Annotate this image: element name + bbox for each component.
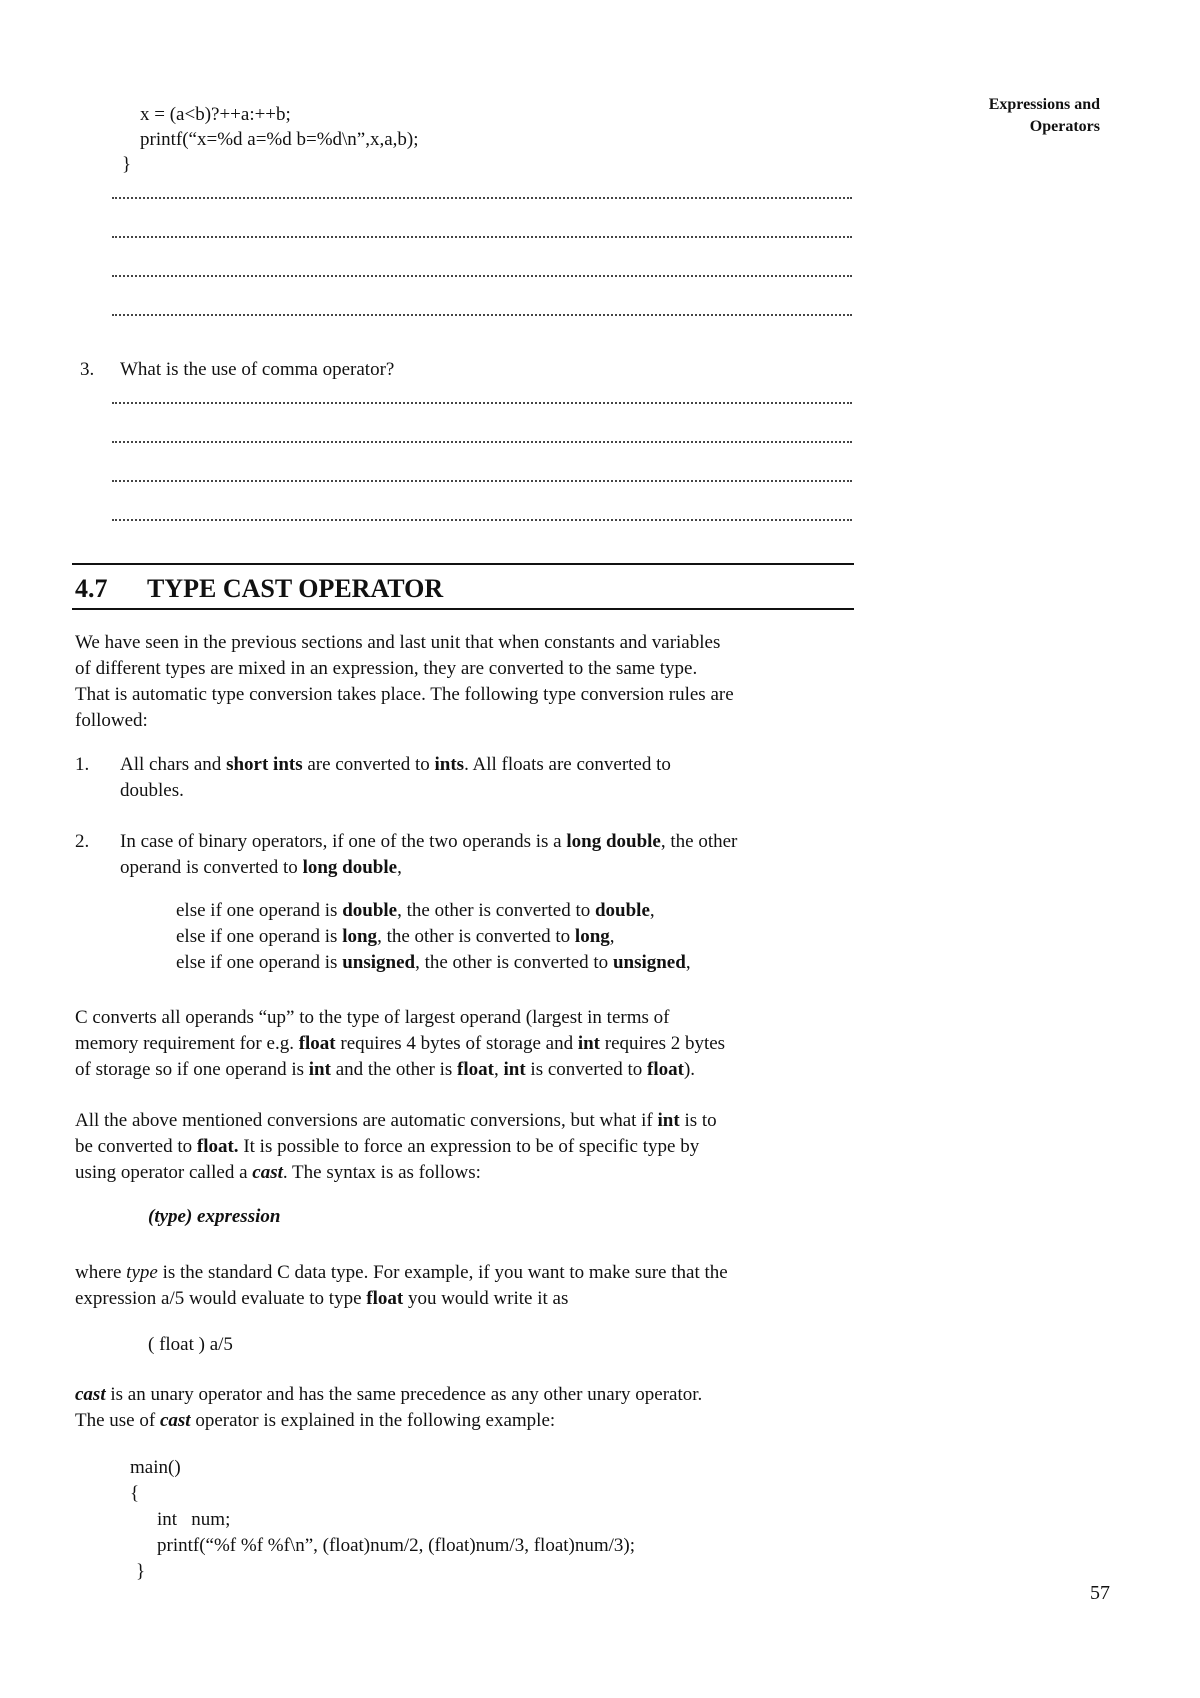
bold-term: int — [503, 1059, 526, 1080]
bold-term: unsigned — [342, 952, 416, 973]
answer-line — [112, 236, 852, 238]
text: and the other is — [330, 1059, 458, 1080]
section-rule-bottom — [72, 608, 854, 610]
bold-term: long — [342, 926, 378, 947]
else-if-line — [176, 898, 876, 924]
text: be converted to — [75, 1136, 197, 1157]
text: , — [685, 952, 691, 973]
cast-syntax: (type) expression — [148, 1206, 281, 1227]
bold-italic-term: cast — [252, 1162, 283, 1183]
answer-line — [112, 519, 852, 521]
bold-term: float — [457, 1059, 494, 1080]
else-if-line — [176, 950, 876, 976]
text-line: We have seen in the previous sections and last unit that when constants and variables — [75, 632, 721, 653]
text: operand is converted to — [120, 857, 303, 878]
text: It is possible to force an expression to be of specific type by — [238, 1136, 700, 1157]
text: of storage so if one operand is — [75, 1059, 309, 1080]
text-line — [75, 1408, 865, 1434]
text: , — [397, 857, 402, 878]
bold-term: long double — [566, 831, 661, 852]
text: else if one operand is — [176, 926, 343, 947]
text: else if one operand is — [176, 900, 343, 921]
list-number: 1. — [75, 754, 90, 775]
code-line: printf(“x=%d a=%d b=%d\n”,x,a,b); — [140, 129, 419, 150]
bold-term: float. — [196, 1136, 239, 1157]
text: where — [75, 1262, 127, 1283]
text-line: followed: — [75, 710, 148, 731]
code-line: { — [130, 1483, 140, 1504]
automatic-paragraph — [75, 1108, 865, 1186]
answer-line — [112, 441, 852, 443]
text-line — [75, 1031, 865, 1057]
text-line: That is automatic type conversion takes place. The following type conversion rules are — [75, 684, 734, 705]
section-title: TYPE CAST OPERATOR — [147, 574, 444, 603]
text: you would write it as — [403, 1288, 569, 1309]
text: All the above mentioned conversions are automatic conversions, but what if — [75, 1110, 658, 1131]
converts-paragraph — [75, 1005, 865, 1083]
text: , the other is converted to — [415, 952, 613, 973]
where-paragraph — [75, 1260, 865, 1312]
bold-term: int — [657, 1110, 680, 1131]
bold-term: int — [577, 1033, 601, 1054]
text: operator is explained in the following example: — [190, 1410, 556, 1431]
text: The use of — [75, 1410, 160, 1431]
text: is converted to — [525, 1059, 648, 1080]
bold-term: double — [594, 900, 650, 921]
bold-term: unsigned — [612, 952, 686, 973]
bold-term: float — [298, 1033, 336, 1054]
text: , — [609, 926, 615, 947]
text: , the other — [660, 831, 738, 852]
text: is to — [679, 1110, 717, 1131]
bold-term: float — [366, 1288, 404, 1309]
text-line — [75, 1286, 865, 1312]
text: requires 4 bytes of storage and — [335, 1033, 578, 1054]
example-expression: ( float ) a/5 — [148, 1334, 233, 1355]
text: memory requirement for e.g. — [75, 1033, 299, 1054]
margin-header-line2: Operators — [1029, 118, 1100, 135]
answer-line — [112, 402, 852, 404]
list-number: 2. — [75, 831, 90, 852]
answer-line — [112, 197, 852, 199]
text: is the standard C data type. For example, if you want to make sure that the — [157, 1262, 728, 1283]
margin-header-line1: Expressions and — [988, 96, 1100, 113]
text-line — [75, 1382, 865, 1408]
text: ). — [683, 1059, 696, 1080]
bold-term: double — [342, 900, 398, 921]
text-line — [75, 1260, 865, 1286]
answer-line — [112, 314, 852, 316]
code-line: x = (a<b)?++a:++b; — [140, 104, 291, 125]
text-line: C converts all operands “up” to the type of largest operand (largest in terms of — [75, 1007, 670, 1028]
code-line: } — [136, 1561, 146, 1582]
text: requires 2 bytes — [600, 1033, 726, 1054]
text-line — [75, 1160, 865, 1186]
text: . The syntax is as follows: — [282, 1162, 481, 1183]
bold-term: int — [308, 1059, 331, 1080]
code-line: printf(“%f %f %f\n”, (float)num/2, (float)num/3, float)num/3); — [157, 1535, 636, 1556]
italic-term: type — [126, 1262, 158, 1283]
bold-term: float — [647, 1059, 684, 1080]
text-line — [75, 1057, 865, 1083]
else-if-line — [176, 924, 876, 950]
bold-italic-term: cast — [159, 1410, 191, 1431]
answer-line — [112, 275, 852, 277]
answer-line — [112, 480, 852, 482]
bold-term: long double — [302, 857, 398, 878]
bold-italic-term: cast — [75, 1384, 106, 1405]
code-line: int num; — [157, 1509, 231, 1530]
bold-term: ints — [434, 754, 465, 775]
text: are converted to — [302, 754, 435, 775]
text: using operator called a — [75, 1162, 253, 1183]
else-if-block — [176, 898, 876, 976]
text: is an unary operator and has the same precedence as any other unary operator. — [105, 1384, 703, 1405]
text-line: of different types are mixed in an expression, they are converted to the same type. — [75, 658, 698, 679]
bold-term: short ints — [226, 754, 303, 775]
cast-description — [75, 1382, 865, 1434]
margin-header — [989, 94, 1100, 138]
code-line: main() — [130, 1457, 181, 1478]
text-line: doubles. — [120, 780, 184, 801]
section-number: 4.7 — [75, 574, 108, 603]
text-line — [75, 1108, 865, 1134]
intro-paragraph — [75, 630, 865, 734]
text: , — [649, 900, 655, 921]
text: , the other is converted to — [377, 926, 575, 947]
question-number: 3. — [80, 359, 95, 380]
text: . All floats are converted to — [464, 754, 671, 775]
page-number: 57 — [1090, 1582, 1110, 1604]
text: In case of binary operators, if one of the two operands is a — [120, 831, 567, 852]
bold-term: long — [574, 926, 610, 947]
text: All chars and — [120, 754, 227, 775]
section-heading — [75, 573, 443, 605]
text: , the other is converted to — [397, 900, 595, 921]
question-text: What is the use of comma operator? — [120, 359, 395, 380]
code-line: } — [122, 154, 132, 175]
text: else if one operand is — [176, 952, 343, 973]
section-rule-top — [72, 563, 854, 565]
text: , — [493, 1059, 504, 1080]
text: expression a/5 would evaluate to type — [75, 1288, 367, 1309]
text-line — [75, 1134, 865, 1160]
